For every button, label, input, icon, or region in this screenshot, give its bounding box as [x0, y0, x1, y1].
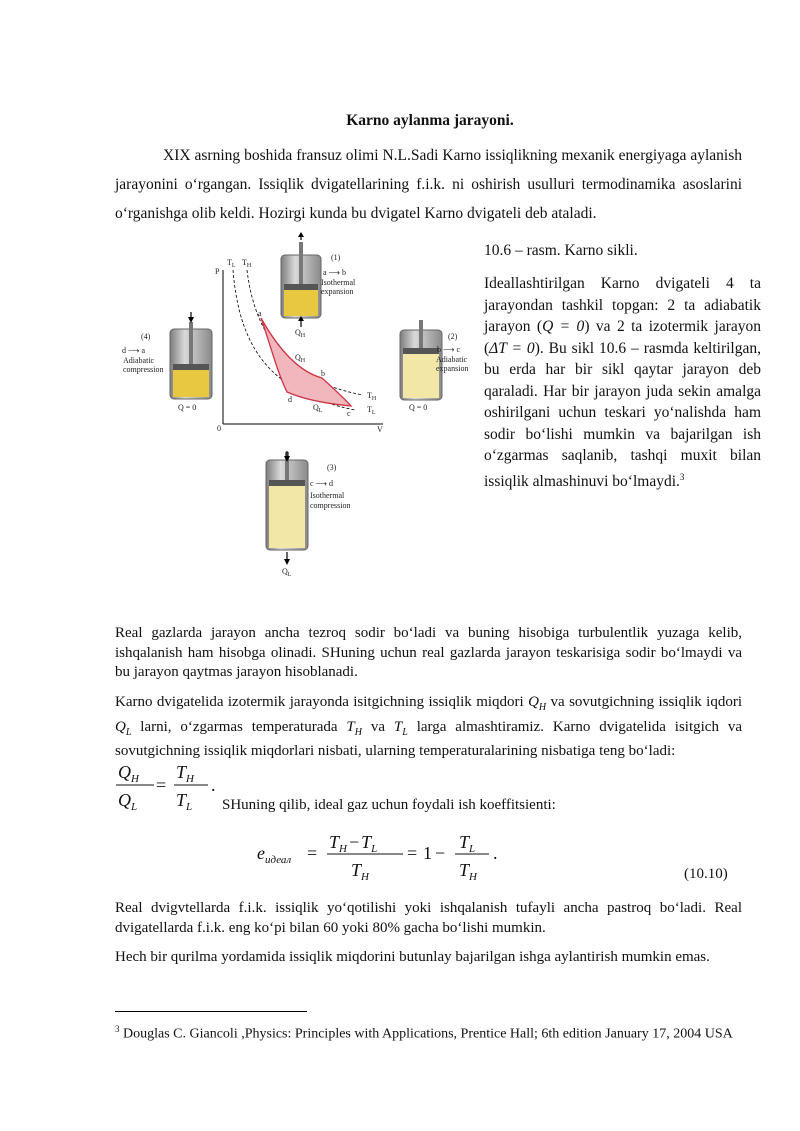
origin-label: 0	[217, 424, 221, 433]
formula-efficiency	[255, 826, 505, 886]
efficiency-intro: SHuning qilib, ideal gaz uchun foydali ish koeffitsienti:	[222, 797, 556, 813]
formula2-den-b: $T_H$	[459, 860, 477, 883]
figure-caption: 10.6 – rasm. Karno sikli.	[484, 242, 638, 259]
point-d: d	[288, 395, 292, 404]
label-4: (4)	[141, 332, 151, 341]
karno-paragraph: Karno dvigatelida izotermik jarayonda isitgichning issiqlik miqdori $Q_H$ va sovutgichning issiqlik iqdori $Q_L$ larni, o‘zgarmas temperaturada $T_H$ va $T_L$ larga almashtiramiz. Karno dvigatelida isitgich va sovutgichning issiqlik miqdorlari nisbati, ularning temperaturalarining nisbatiga teng bo‘ladi:	[115, 694, 742, 759]
formula2-dot: .	[493, 843, 498, 863]
point-a: a	[258, 309, 262, 318]
t-h-right-label: $T_H$	[367, 391, 377, 402]
formula1-num-left: $Q_H$	[118, 762, 139, 785]
label-2: (2)	[448, 332, 458, 341]
label-3: (3)	[327, 463, 337, 472]
last-paragraph: Hech bir qurilma yordamida issiqlik miqdorini butunlay bajarilgan ishga aylantirish mumkin emas.	[115, 949, 710, 965]
axis-p-label: P	[215, 267, 220, 276]
point-b: b	[321, 369, 325, 378]
carnot-cycle-figure	[115, 232, 477, 577]
q-zero-right: Q = 0	[409, 403, 428, 412]
formula2-numerator: $T_H - T_L$	[329, 832, 378, 855]
step-2-name-a: Adiabatic	[436, 355, 468, 364]
intro-paragraph: XIX asrning boshida fransuz olimi N.L.Sadi Karno issiqlikning mexanik energiyaga aylanish jarayonini o‘rgangan. Issiqlik dvigatellarining f.i.k. ni oshirish usulluri termodinamika asoslarini o‘rganishga olib keldi. Hozirgi kunda bu dvigatel Karno dvigateli deb ataladi.	[115, 147, 742, 222]
ideal-carnot-paragraph: Ideallashtirilgan Karno dvigateli 4 ta jarayondan tashkil topgan: 2 ta adiabatik jarayon (Q = 0) va 2 ta izotermik jarayon (ΔT = 0). Bu sikl 10.6 – rasmda keltirilgan, bu erda har bir sikl qaytar jarayon deb qaraladi. Har bir jarayon juda sekin amalga oshirilgani uchun teskari yo‘nalishda ham sodir bo‘lishi mumkin va bajarilgan ish o‘zgarmas saqlanib, tashqi muxit bilan issiqlik almashinuvi bo‘lmaydi.$^3$	[484, 275, 762, 490]
step-3-name-a: Isothermal	[310, 491, 345, 500]
step-4-arrow: d ⟶ a	[122, 346, 146, 355]
footnote-divider	[115, 1011, 307, 1012]
footnote-text: Douglas C. Giancoli ,Physics: Principles with Applications, Prentice Hall; 6th edition January 17, 2004 USA	[123, 1026, 733, 1042]
t-l-right-label: $T_L$	[367, 405, 376, 416]
footnote-ref: 3	[679, 471, 685, 482]
footnote	[115, 1019, 755, 1045]
t-l-top-label: $T_L$	[227, 258, 236, 269]
step-3-name-b: compression	[310, 501, 351, 510]
step-4-name-b: compression	[123, 365, 164, 374]
cylinder-isothermal-expansion	[281, 232, 356, 339]
q-l-plot-label: $Q_L$	[313, 403, 323, 414]
label-1: (1)	[331, 253, 341, 262]
step-4-name-a: Adiabatic	[123, 356, 155, 365]
footnote-number: 3	[115, 1024, 120, 1034]
step-2-name-b: expansion	[436, 364, 469, 373]
formula2-one: 1	[423, 843, 432, 863]
q-h-top-label: $Q_H$	[295, 328, 306, 339]
formula1-dot: .	[211, 775, 216, 795]
cycle-area	[261, 318, 351, 406]
step-3-arrow: c ⟶ d	[310, 479, 334, 488]
cylinder-isothermal-compression	[266, 451, 350, 577]
equation-number: (10.10)	[684, 866, 728, 882]
point-c: c	[347, 409, 351, 418]
formula2-minus: −	[435, 843, 446, 863]
formula1-num-right: $T_H$	[176, 762, 194, 785]
formula2-eq1: =	[307, 843, 318, 863]
t-h-top-label: $T_H$	[242, 258, 252, 269]
formula1-den-right: $T_L$	[176, 790, 193, 813]
formula1-equals: =	[156, 775, 167, 795]
q-zero-left: Q = 0	[178, 403, 197, 412]
formula2-denominator: $T_H$	[351, 860, 369, 883]
step-2-arrow: b ⟶ c	[437, 345, 461, 354]
real-gas-paragraph: Real gazlarda jarayon ancha tezroq sodir bo‘ladi va buning hisobiga turbulentlik yuzaga kelib, ishqalanish ham hisobga olinadi. SHuning uchun real gazlarda jarayon teskarisiga sodir bo‘lmaydi va bu jarayon qaytmas jarayon hisoblanadi.	[115, 625, 742, 680]
formula2-lhs: $e_{идеал}$	[257, 843, 292, 866]
step-1-arrow: a ⟶ b	[323, 268, 347, 277]
cylinder-adiabatic-compression	[122, 312, 212, 412]
formula1-den-left: $Q_L$	[118, 790, 138, 813]
q-h-plot-label: $Q_H$	[295, 353, 306, 364]
axis-v-label: V	[377, 425, 383, 434]
formula2-eq2: =	[407, 843, 418, 863]
formula2-num-b: $T_L$	[459, 832, 476, 855]
page-title: Karno aylanma jarayoni.	[346, 112, 514, 129]
cylinder-adiabatic-expansion	[400, 320, 468, 412]
step-1-name-a: Isothermal	[321, 278, 356, 287]
formula-heat-ratio	[112, 758, 222, 814]
q-l-bottom-label: $Q_L$	[282, 567, 292, 577]
real-engines-paragraph: Real dvigvtellarda f.i.k. issiqlik yo‘qotilishi yoki ishqalanish tufayli ancha pastroq bo‘ladi. Real dvigatellarda f.i.k. eng ko‘pi bilan 60 yoki 80% gacha bo‘lishi mumkin.	[115, 900, 742, 936]
step-1-name-b: expansion	[321, 287, 354, 296]
